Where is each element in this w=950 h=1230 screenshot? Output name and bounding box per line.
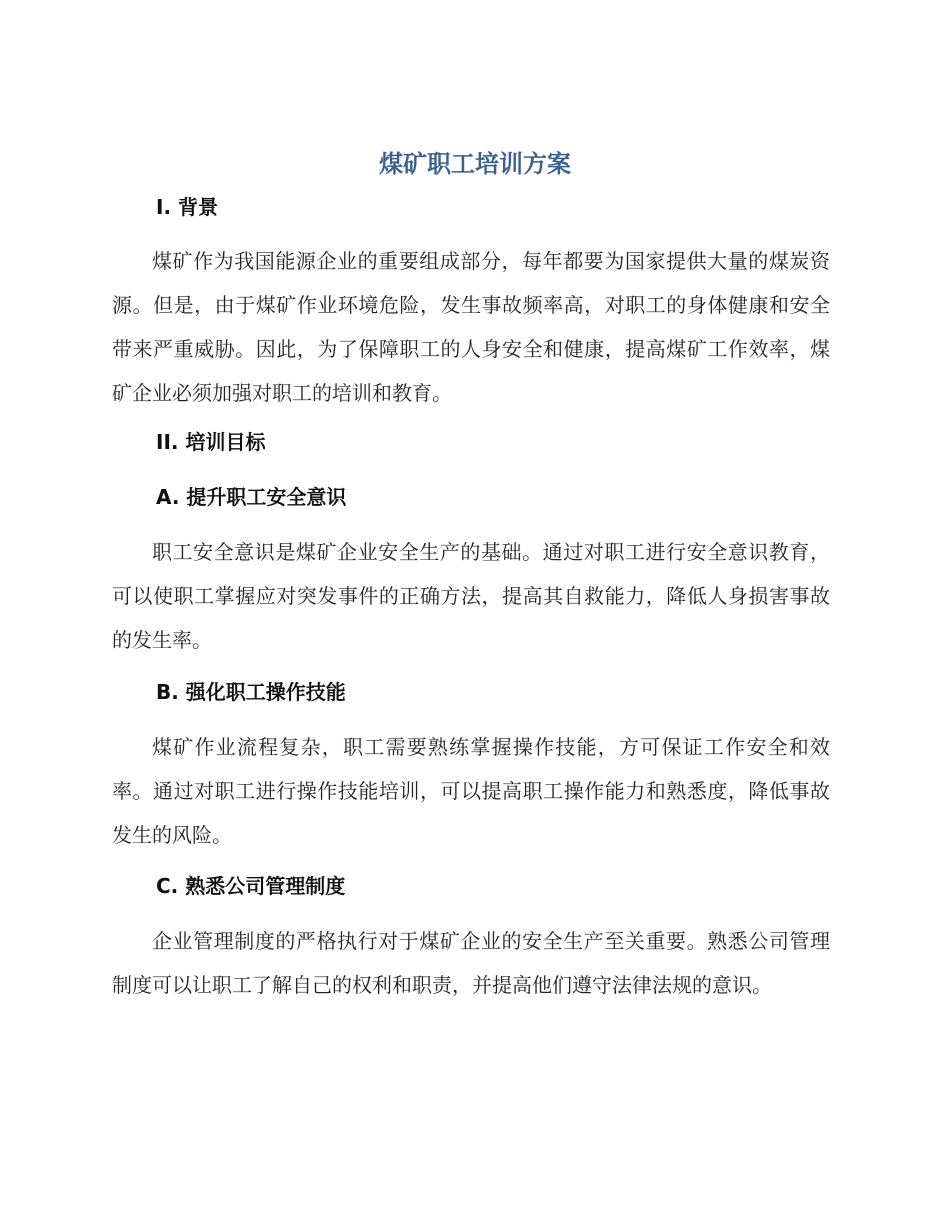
document-title: 煤矿职工培训方案 — [379, 150, 571, 178]
paragraph-safety-awareness: 职工安全意识是煤矿企业安全生产的基础。通过对职工进行安全意识教育，可以使职工掌握应对突发事件的正确方法，提高其自救能力，降低人身损害事故的发生率。 — [112, 540, 830, 652]
paragraph-management-system: 企业管理制度的严格执行对于煤矿企业的安全生产至关重要。熟悉公司管理制度可以让职工了解自己的权利和职责，并提高他们遵守法律法规的意识。 — [112, 929, 830, 997]
subsection-heading-management-system: C. 熟悉公司管理制度 — [156, 874, 346, 898]
section-heading-background: I. 背景 — [156, 195, 219, 219]
subsection-heading-safety-awareness: A. 提升职工安全意识 — [156, 485, 347, 509]
paragraph-operation-skills: 煤矿作业流程复杂，职工需要熟练掌握操作技能，方可保证工作安全和效率。通过对职工进行操作技能培训，可以提高职工操作能力和熟悉度，降低事故发生的风险。 — [112, 735, 830, 847]
section-heading-training-goals: II. 培训目标 — [156, 430, 266, 454]
subsection-heading-operation-skills: B. 强化职工操作技能 — [156, 680, 346, 704]
paragraph-background: 煤矿作为我国能源企业的重要组成部分，每年都要为国家提供大量的煤炭资源。但是，由于煤矿作业环境危险，发生事故频率高，对职工的身体健康和安全带来严重威胁。因此，为了保障职工的人身安全和健康，提高煤矿工作效率，煤矿企业必须加强对职工的培训和教育。 — [112, 249, 830, 405]
